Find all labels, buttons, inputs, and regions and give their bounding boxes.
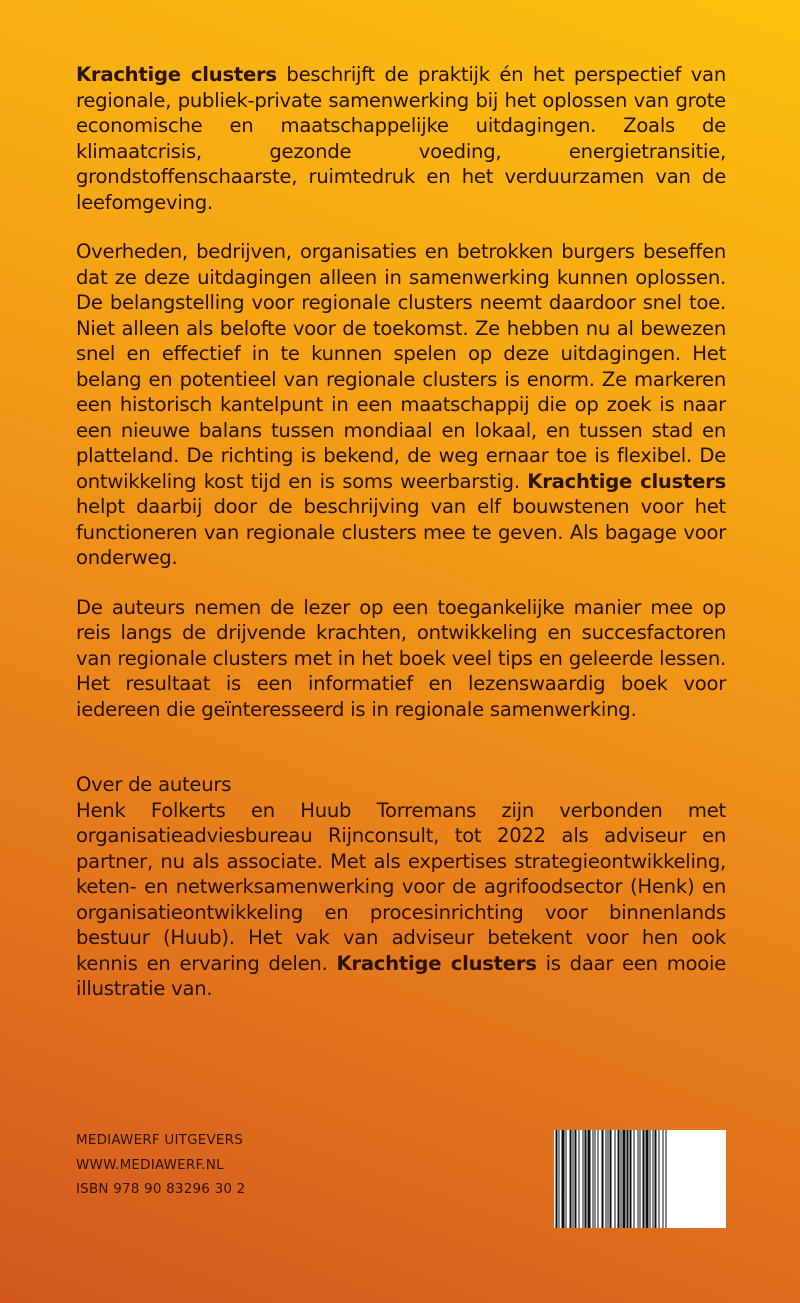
isbn: ISBN 978 90 83296 30 2 xyxy=(76,1181,246,1197)
barcode-bar xyxy=(588,1130,591,1228)
barcode-bar xyxy=(666,1130,667,1228)
back-cover-text xyxy=(76,62,726,1002)
barcode-bar xyxy=(562,1130,565,1228)
barcode-bar xyxy=(643,1130,645,1228)
barcode-bar xyxy=(593,1130,594,1228)
barcode-bar xyxy=(653,1130,654,1228)
publisher-info xyxy=(76,1128,245,1202)
book-title-emphasis: Krachtige clusters xyxy=(76,63,277,86)
barcode-bar xyxy=(583,1130,584,1228)
barcode-bar xyxy=(621,1130,622,1228)
context-text-end: helpt daarbij door de beschrijving van elf bouwstenen voor het functioneren van regionale clusters mee te geven. Als bagage voor onderweg. xyxy=(76,495,726,569)
barcode-bar xyxy=(608,1130,609,1228)
authors-heading: Over de auteurs xyxy=(76,773,232,796)
barcode-bar xyxy=(598,1130,599,1228)
barcode-bar xyxy=(618,1130,620,1228)
barcode-bar xyxy=(615,1130,616,1228)
barcode-bar xyxy=(559,1130,560,1228)
publisher-website: WWW.MEDIAWERF.NL xyxy=(76,1156,224,1173)
context-paragraph xyxy=(76,239,726,571)
barcode-bar xyxy=(640,1130,641,1228)
barcode-bar xyxy=(575,1130,577,1228)
book-title-emphasis: Krachtige clusters xyxy=(336,951,537,975)
barcode-bar xyxy=(585,1130,587,1228)
barcode-bar xyxy=(627,1130,629,1228)
context-text: Overheden, bedrijven, organisaties en betrokken burgers beseffen dat ze deze uitdagingen alleen in samenwerking kunnen oplossen. De belangstelling voor regionale clusters neemt daardoor snel toe. Niet alleen als belofte voor de toekomst. Ze hebben nu al bewezen snel en effectief in te kunnen spelen op deze uitdagingen. Het belang en potentieel van regionale clusters is enorm. Ze markeren een historisch kantelpunt in een maatschappij die op zoek is naar een nieuwe balans tussen mondiaal en lokaal, en tussen stad en platteland. De richting is bekend, de weg ernaar toe is flexibel. De ontwikkeling kost tijd en is soms weerbarstig. xyxy=(76,240,726,493)
summary-text: De auteurs nemen de lezer op een toegankelijke manier mee op reis langs de drijvende krachten, ontwikkeling en succesfactoren van regionale clusters met in het boek veel tips en geleerde lessen. Het resultaat is een informatief en lezenswaardig boek voor iedereen die geïnteresseerd is in regionale samenwerking. xyxy=(76,595,726,721)
barcode-bar xyxy=(579,1130,580,1228)
publisher-name: MEDIAWERF UITGEVERS xyxy=(76,1132,243,1148)
intro-text: beschrijft de praktijk én het perspectief van regionale, publiek-private samenwerking bij het oplossen van grote economische en maatschappelijke uitdagingen. Zoals de klimaatcrisis, gezonde voeding, energietransitie, grondstoffenschaarste, ruimtedruk en het verduurzamen van de leefomgeving. xyxy=(76,63,726,214)
authors-text: Henk Folkerts en Huub Torremans zijn verbonden met organisatieadviesbureau Rijnconsult, tot 2022 als adviseur en partner, nu als associate. Met als expertises strategieontwikkeling, keten- en netwerksamenwerking voor de agrifoodsector (Henk) en organisatieontwikkeling en procesinrichting voor binnenlands bestuur (Huub). Het vak van adviseur betekent voor hen ook kennis en ervaring delen. xyxy=(76,798,726,975)
barcode-bar xyxy=(650,1130,651,1228)
barcode-icon xyxy=(554,1130,726,1228)
barcode-bar xyxy=(634,1130,635,1228)
barcode-bar xyxy=(610,1130,612,1228)
summary-paragraph xyxy=(76,595,726,723)
barcode-bar xyxy=(638,1130,639,1228)
barcode-bar xyxy=(595,1130,596,1228)
barcode-bar xyxy=(606,1130,607,1228)
barcode-bar xyxy=(630,1130,632,1228)
barcode-bar xyxy=(646,1130,649,1228)
intro-paragraph xyxy=(76,62,726,215)
barcode-bar xyxy=(570,1130,572,1228)
authors-section xyxy=(76,772,726,1002)
barcode-bar xyxy=(573,1130,574,1228)
barcode-bar xyxy=(655,1130,657,1228)
barcode-bar xyxy=(566,1130,567,1228)
barcode-bar xyxy=(663,1130,664,1228)
barcode-bar xyxy=(602,1130,604,1228)
barcode-bar xyxy=(556,1130,558,1228)
barcode-bar xyxy=(623,1130,626,1228)
barcode-bar xyxy=(659,1130,660,1228)
book-title-emphasis: Krachtige clusters xyxy=(527,469,726,493)
authors-text-end: is daar een mooie illustratie van. xyxy=(76,951,727,1000)
